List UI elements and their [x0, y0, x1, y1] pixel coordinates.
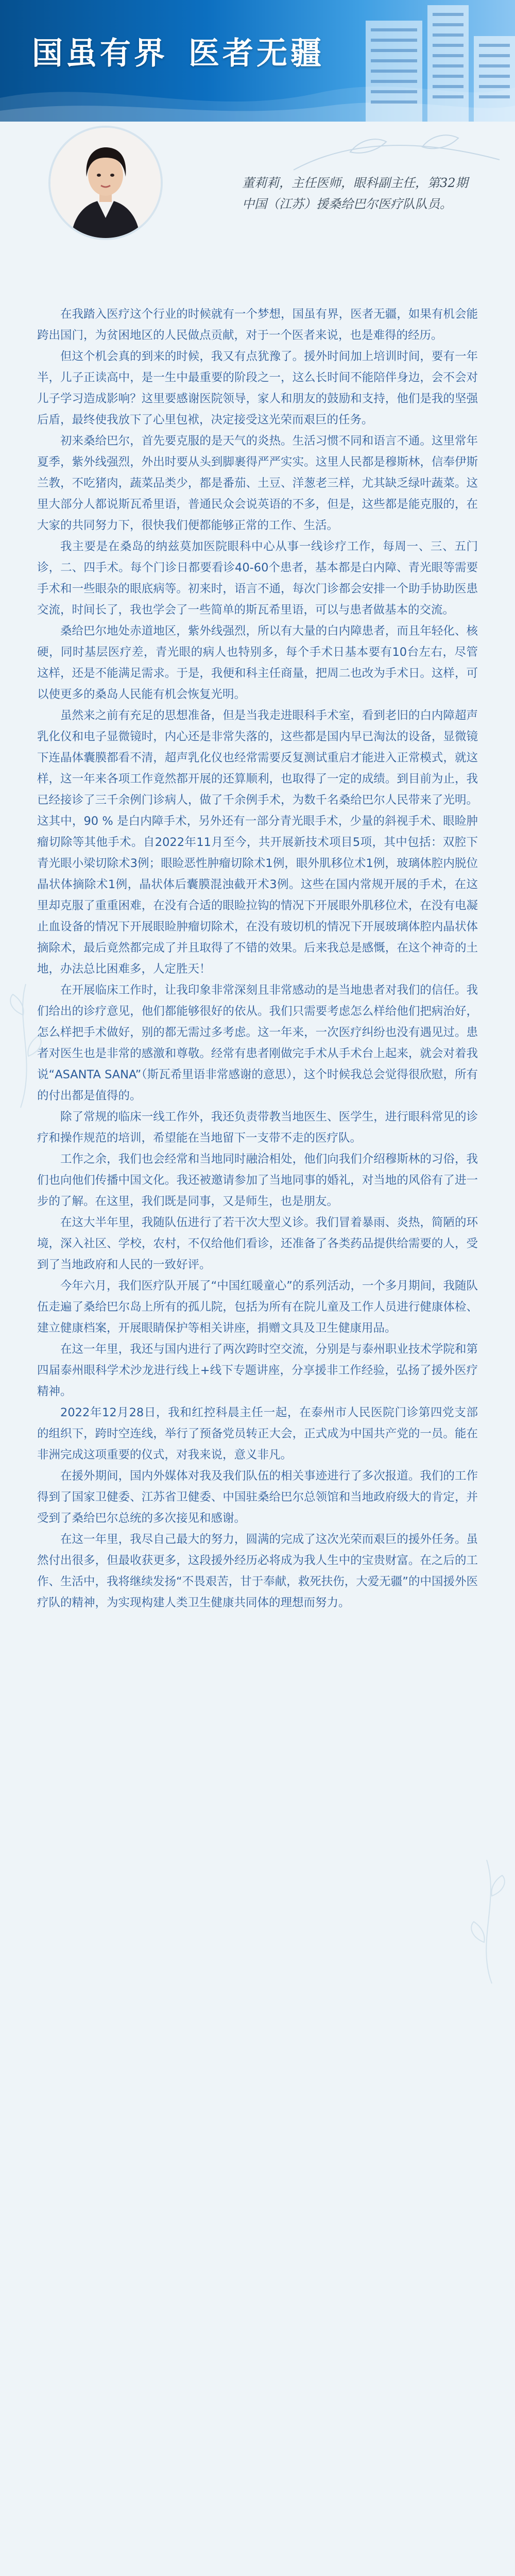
- paragraph: 虽然来之前有充足的思想准备，但是当我走进眼科手术室，看到老旧的白内障超声乳化仪和电子显微镜时，内心还是非常失落的，这些都是国内早已淘汰的设备，显微镜下连晶体囊膜都看不清，超声乳化仪也经常需要反复测试重启才能进入正常模式，就这样，这一年来各项工作竟然都开展的还算顺利，也取得了一定的成绩。到目前为止，我已经接诊了三千余例门诊病人，做了千余例手术，为数千名桑给巴尔人民带来了光明。这其中，90 % 是白内障手术，另外还有一部分青光眼手术，少量的斜视手术、眼睑肿瘤切除等其他手术。自2022年11月至今，共开展新技术项目5项，其中包括：双腔下青光眼小梁切除术3例；眼睑恶性肿瘤切除术1例，眼外肌移位术1例，玻璃体腔内脱位晶状体摘除术1例，晶状体后囊膜混浊截开术3例。这些在国内常规开展的手术，在这里却克服了重重困难，在没有合适的眼睑拉钩的情况下开展眼外肌移位术，在没有电凝止血设备的情况下开展眼睑肿瘤切除术，在没有玻切机的情况下开展玻璃体腔内晶状体摘除术，最后竟然都完成了并且取得了不错的效果。后来我总是感慨，在这个神奇的土地，办法总比困难多，人定胜天！: [37, 709, 478, 976]
- doctor-portrait: [50, 128, 161, 238]
- leaf-decoration-right: [464, 1855, 510, 1989]
- leaf-decoration-top: [288, 129, 505, 175]
- paragraph: 我主要是在桑岛的纳兹莫加医院眼科中心从事一线诊疗工作，每周一、三、五门诊，二、四手术。每个门诊日都要看诊40-60个患者，基本都是白内障、青光眼等需要手术和一些眼杂的眼底病等。初来时，语言不通，每次门诊都会安排一个助手协助医患交流，时间长了，我也学会了一些简单的斯瓦希里语，可以与患者做基本的交流。: [37, 540, 478, 617]
- paragraph: 今年六月，我们医疗队开展了“中国红暖童心”的系列活动，一个多月期间，我随队伍走遍了桑给巴尔岛上所有的孤儿院，包括为所有在院儿童及工作人员进行健康体检、建立健康档案，开展眼睛保护等相关讲座，捐赠文具及卫生健康用品。: [37, 1279, 478, 1335]
- paragraph: 在这大半年里，我随队伍进行了若干次大型义诊。我们冒着暴雨、炎热，简陋的环境，深入社区、学校，农村，不仅给他们看诊，还准备了各类药品提供给需要的人，受到了当地政府和人民的一致好评。: [37, 1216, 478, 1272]
- paragraph: 除了常规的临床一线工作外，我还负责带教当地医生、医学生，进行眼科常见的诊疗和操作规范的培训，希望能在当地留下一支带不走的医疗队。: [37, 1110, 478, 1145]
- paragraph: 桑给巴尔地处赤道地区，紫外线强烈，所以有大量的白内障患者，而且年轻化、核硬，同时基层医疗差，青光眼的病人也特别多，每个手术日基本要有10台左右，尽管这样，还是不能满足需求。于是，我便和科主任商量，把周二也改为手术日。这样，可以使更多的桑岛人民能有机会恢复光明。: [37, 624, 478, 701]
- page-title: [32, 29, 324, 73]
- doctor-bio: 董莉莉，主任医师，眼科副主任，第32期中国（江苏）援桑给巴尔医疗队队员。: [242, 176, 468, 211]
- paragraph: 工作之余，我们也会经常和当地同时融洽相处，他们向我们介绍穆斯林的习俗，我们也向他们传播中国文化。我还被邀请参加了当地同事的婚礼，对当地的风俗有了进一步的了解。在这里，我们既是同事，又是师生，也是朋友。: [37, 1153, 478, 1208]
- paragraph: 在这一年里，我还与国内进行了两次跨时空交流，分别是与泰州职业技术学院和第四届泰州眼科学术沙龙进行线上+线下专题讲座，分享援非工作经验，弘扬了援外医疗精神。: [37, 1343, 478, 1398]
- article-body: [37, 304, 478, 1614]
- title-part-1: 国虽有界: [32, 36, 168, 72]
- header-banner: [0, 0, 515, 122]
- paragraph: 2022年12月28日，我和红控科晨主任一起，在泰州市人民医院门诊第四党支部的组织下，跨时空连线，举行了预备党员转正大会，正式成为中国共产党的一员。能在非洲完成这项重要的仪式，对我来说，意义非凡。: [37, 1406, 478, 1462]
- paragraph: 在援外期间，国内外媒体对我及我们队伍的相关事迹进行了多次报道。我们的工作得到了国家卫健委、江苏省卫健委、中国驻桑给巴尔总领馆和当地政府级大的肯定，并受到了桑给巴尔总统的多次接见和感谢。: [37, 1469, 478, 1525]
- paragraph: 在这一年里，我尽自己最大的努力，圆满的完成了这次光荣而艰巨的援外任务。虽然付出很多，但最收获更多，这段援外经历必将成为我人生中的宝贵财富。在之后的工作、生活中，我将继续发扬“不畏艰苦，甘于奉献，救死扶伤，大爱无疆”的中国援外医疗队的精神，为实现构建人类卫生健康共同体的理想而努力。: [37, 1533, 478, 1609]
- paragraph: 初来桑给巴尔，首先要克服的是天气的炎热。生活习惯不同和语言不通。这里常年夏季，紫外线强烈，外出时要从头到脚裹得严严实实。这里人民都是穆斯林，信奉伊斯兰教，不吃猪肉，蔬菜品类少，都是番茄、土豆、洋葱老三样，尤其缺乏绿叶蔬菜。这里大部分人都说斯瓦希里语，普通民众会说英语的不多，但是，这些都是能克服的，在大家的共同努力下，很快我们便都能够正常的工作、生活。: [37, 434, 478, 532]
- paragraph: 但这个机会真的到来的时候，我又有点犹豫了。援外时间加上培训时间，要有一年半，儿子正读高中，是一生中最重要的阶段之一，这么长时间不能陪伴身边，会不会对儿子学习造成影响？这里要感谢医院领导，家人和朋友的鼓励和支持，他们是我的坚强后盾，最终使我放下了心里包袱，决定接受这光荣而艰巨的任务。: [37, 350, 478, 427]
- hospital-building-graphic: [330, 0, 515, 122]
- paragraph: 在开展临床工作时，让我印象非常深刻且非常感动的是当地患者对我们的信任。我们给出的诊疗意见，他们都能够很好的依从。我们只需要考虑怎么样给他们把病治好，怎么样把手术做好，别的都无需过多考虑。这一年来，一次医疗纠纷也没有遇见过。患者对医生也是非常的感激和尊敬。经常有患者刚做完手术从手术台上起来，就会对着我说“ASANTA SANA”（斯瓦希里语非常感谢的意思），这个时候我总会觉得很欣慰，所有的付出都是值得的。: [37, 984, 478, 1103]
- title-part-2: 医者无疆: [188, 36, 324, 72]
- paragraph: 在我踏入医疗这个行业的时候就有一个梦想，国虽有界，医者无疆，如果有机会能跨出国门，为贫困地区的人民做点贡献，对于一个医者来说，也是难得的经历。: [37, 308, 478, 342]
- portrait-icon: [50, 128, 161, 238]
